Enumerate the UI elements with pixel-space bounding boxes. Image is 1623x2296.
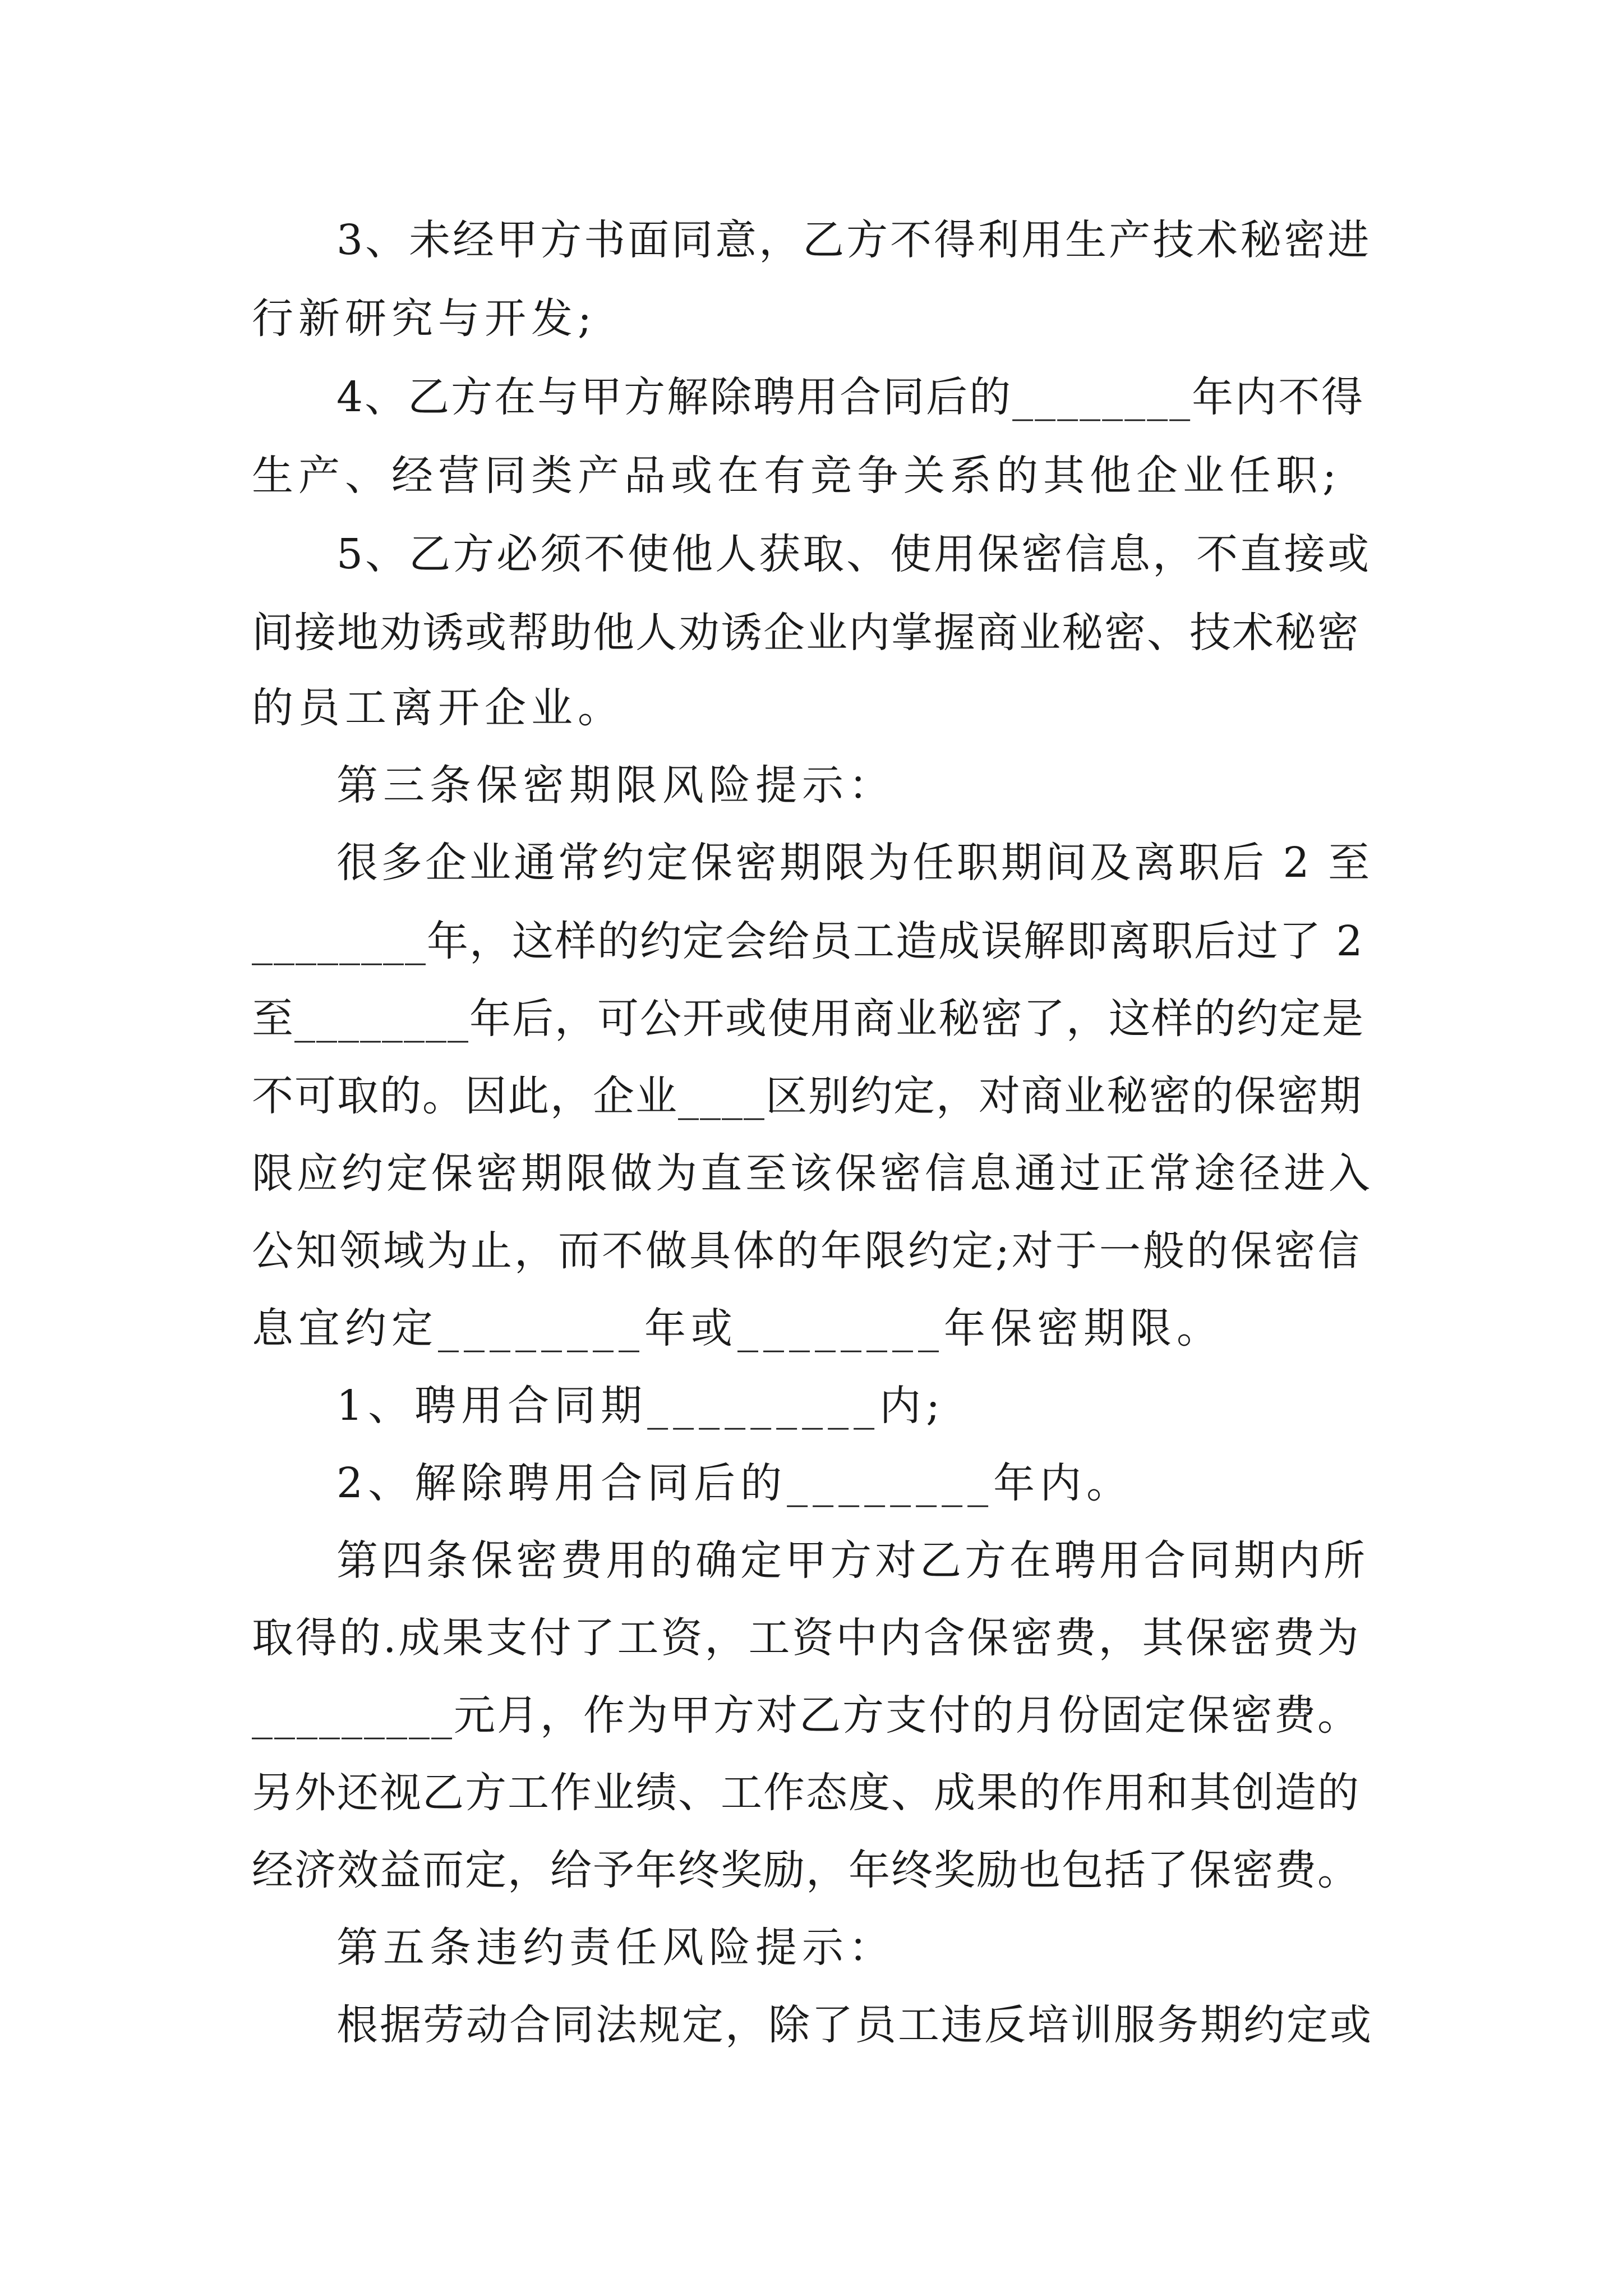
article-3-para-line-6: 公知领域为止，而不做具体的年限约定;对于一般的保密信 <box>252 1227 1362 1275</box>
article-3-heading: 第三条保密期限风险提示： <box>336 761 895 809</box>
article-5-para-line-1: 根据劳动合同法规定，除了员工违反培训服务期约定或 <box>336 2001 1373 2049</box>
article-3-para-line-7: 息宜约定________年或________年保密期限。 <box>252 1304 1223 1352</box>
clause-5-line-2: 间接地劝诱或帮助他人劝诱企业内掌握商业秘密、技术秘密 <box>252 609 1360 657</box>
article-4-line-1: 第四条保密费用的确定甲方对乙方在聘用合同期内所 <box>336 1536 1368 1585</box>
article-3-para-line-5: 限应约定保密期限做为直至该保密信息通过正常途径进入 <box>252 1149 1373 1198</box>
term-item-1: 1、聘用合同期_________内; <box>336 1382 946 1430</box>
clause-4-line-2: 生产、经营同类产品或在有竞争关系的其他企业任职; <box>252 452 1341 500</box>
clause-5-line-1: 5、乙方必须不使他人获取、使用保密信息，不直接或 <box>336 530 1372 578</box>
article-4-line-5: 经济效益而定，给予年终奖励，年终奖励也包括了保密费。 <box>252 1846 1360 1894</box>
article-3-para-line-1: 很多企业通常约定保密期限为任职期间及离职后 2 至 <box>336 839 1373 887</box>
article-3-para-line-3: 至________年后，可公开或使用商业秘密了，这样的约定是 <box>252 995 1364 1043</box>
article-3-para-line-2: ________年，这样的约定会给员工造成误解即离职后过了 2 <box>252 917 1364 965</box>
clause-3-line-1: 3、未经甲方书面同意，乙方不得利用生产技术秘密进 <box>336 216 1372 264</box>
article-4-line-3: _________元月，作为甲方对乙方支付的月份固定保密费。 <box>252 1691 1361 1740</box>
term-item-2: 2、解除聘用合同后的________年内。 <box>336 1459 1133 1507</box>
clause-3-line-2: 行新研究与开发; <box>252 295 597 343</box>
clause-4-line-1: 4、乙方在与甲方解除聘用合同后的________年内不得 <box>336 373 1365 421</box>
article-5-heading: 第五条违约责任风险提示： <box>336 1924 895 1972</box>
article-3-para-line-4: 不可取的。因此，企业____区别约定，对商业秘密的保密期 <box>252 1072 1362 1120</box>
article-4-line-4: 另外还视乙方工作业绩、工作态度、成果的作用和其创造的 <box>252 1769 1360 1817</box>
clause-5-line-3: 的员工离开企业。 <box>252 684 624 732</box>
article-4-line-2: 取得的.成果支付了工资，工资中内含保密费，其保密费为 <box>252 1614 1361 1662</box>
